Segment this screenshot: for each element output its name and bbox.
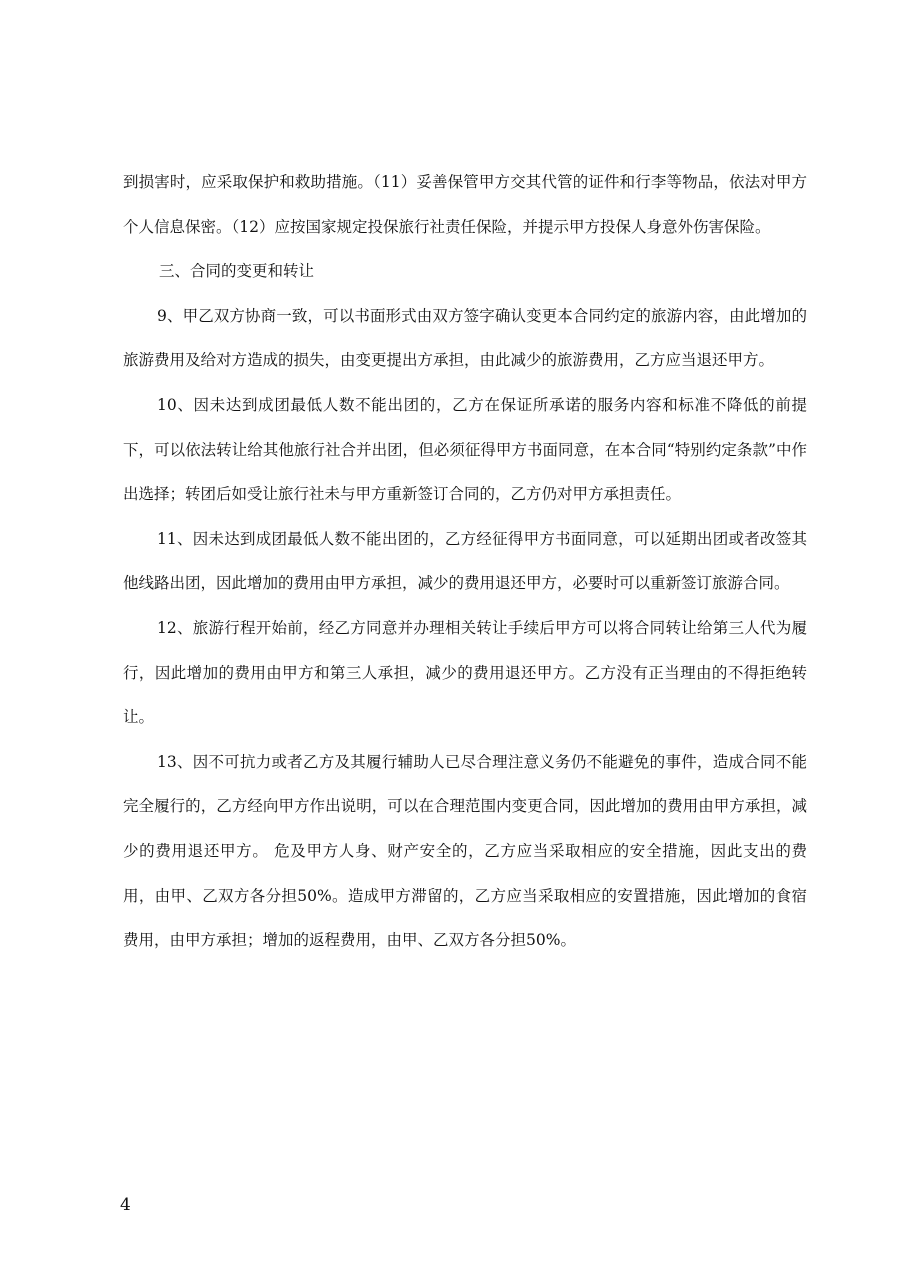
- clause-9: 9、甲乙双方协商一致，可以书面形式由双方签字确认变更本合同约定的旅游内容，由此增加的旅游费用及给对方造成的损失，由变更提出方承担，由此减少的旅游费用，乙方应当退还甲方。: [123, 306, 807, 370]
- section-heading: 三、合同的变更和转让: [159, 262, 315, 281]
- paragraph-continuation: 到损害时，应采取保护和救助措施。（11）妥善保管甲方交其代管的证件和行李等物品，依法对甲方个人信息保密。（12）应按国家规定投保旅行社责任保险，并提示甲方投保人身意外伤害保险。: [123, 173, 807, 236]
- document-body: [123, 160, 807, 963]
- page-number: 4: [120, 1195, 131, 1215]
- clause-10: 10、因未达到成团最低人数不能出团的，乙方在保证所承诺的服务内容和标准不降低的前提下，可以依法转让给其他旅行社合并出团，但必须征得甲方书面同意，在本合同“特别约定条款”中作出选择；转团后如受让旅行社未与甲方重新签订合同的，乙方仍对甲方承担责任。: [123, 395, 807, 504]
- clause-13: 13、因不可抗力或者乙方及其履行辅助人已尽合理注意义务仍不能避免的事件，造成合同不能完全履行的，乙方经向甲方作出说明，可以在合理范围内变更合同，因此增加的费用由甲方承担，减少的费用退还甲方。 危及甲方人身、财产安全的，乙方应当采取相应的安全措施，因此支出的费用，由甲、乙双方各分担50%。造成甲方滞留的，乙方应当采取相应的安置措施，因此增加的食宿费用，由甲方承担；增加的返程费用，由甲、乙双方各分担50%。: [123, 752, 807, 950]
- clause-11: 11、因未达到成团最低人数不能出团的，乙方经征得甲方书面同意，可以延期出团或者改签其他线路出团，因此增加的费用由甲方承担，减少的费用退还甲方，必要时可以重新签订旅游合同。: [123, 529, 807, 593]
- clause-12: 12、旅游行程开始前，经乙方同意并办理相关转让手续后甲方可以将合同转让给第三人代为履行，因此增加的费用由甲方和第三人承担，减少的费用退还甲方。乙方没有正当理由的不得拒绝转让。: [123, 618, 807, 727]
